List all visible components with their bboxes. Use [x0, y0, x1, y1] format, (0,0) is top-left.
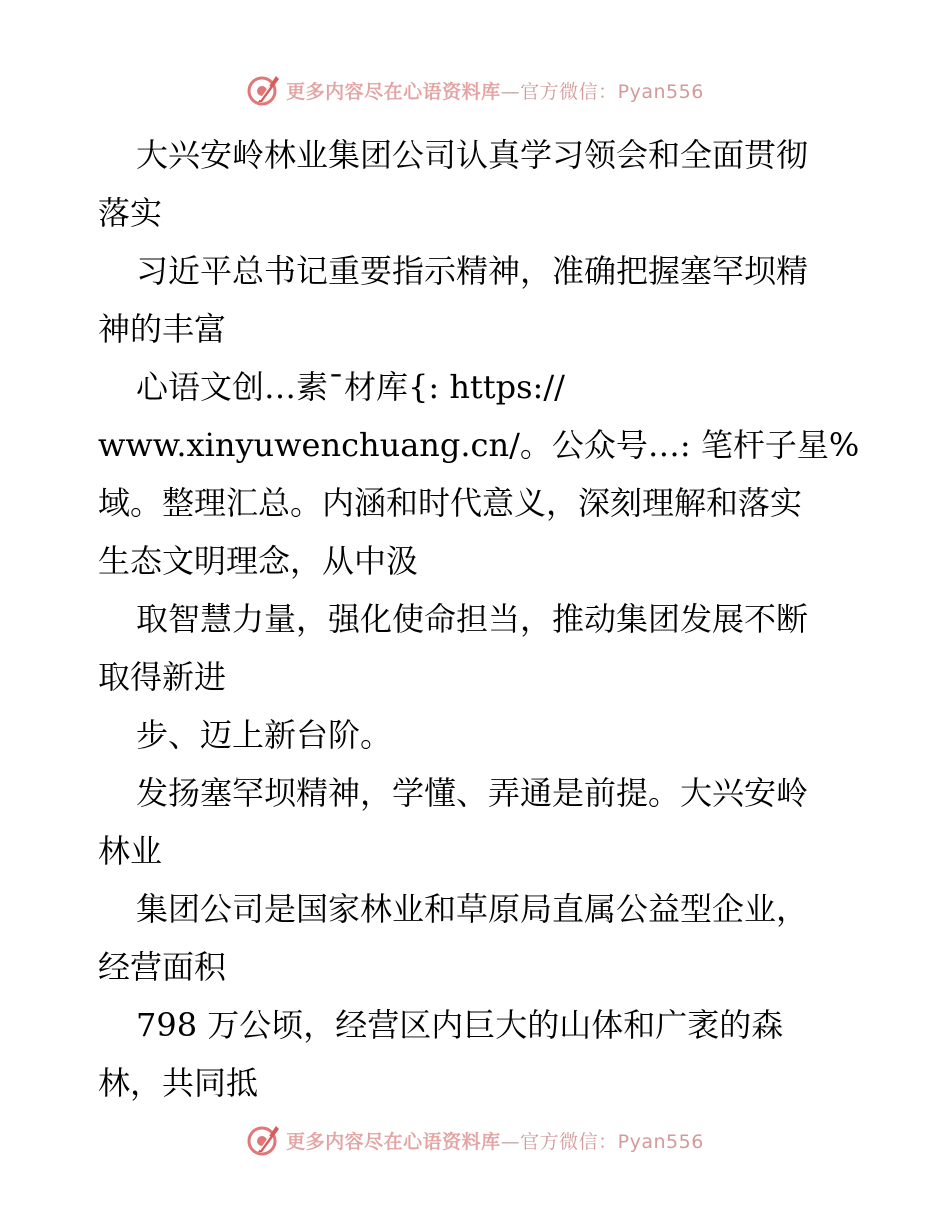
- body-line: 心语文创…素¯材库{: https://: [136, 368, 565, 406]
- watermark-wechat-text: 官方微信：Pyan556: [520, 1130, 704, 1153]
- body-line: 域。整理汇总。内涵和时代意义，深刻理解和落实: [98, 484, 803, 522]
- watermark-text: [286, 77, 704, 104]
- watermark-separator: —: [500, 80, 521, 103]
- body-line: 798 万公顷，经营区内巨大的山体和广袤的森: [136, 1006, 784, 1044]
- document-body: [98, 126, 858, 1112]
- body-line: 大兴安岭林业集团公司认真学习领会和全面贯彻: [136, 136, 809, 174]
- header-watermark-banner: [0, 70, 950, 110]
- body-line: 林业: [98, 832, 163, 870]
- body-line: 习近平总书记重要指示精神，准确把握塞罕坝精: [136, 252, 809, 290]
- watermark-main-text: 更多内容尽在心语资料库: [286, 80, 501, 103]
- body-line: 集团公司是国家林业和草原局直属公益型企业，: [136, 890, 809, 928]
- footer-watermark-banner: [0, 1120, 950, 1160]
- body-line: 神的丰富: [98, 310, 227, 348]
- quill-pen-logo-icon: [246, 1122, 282, 1158]
- body-line: 取智慧力量，强化使命担当，推动集团发展不断: [136, 600, 809, 638]
- watermark-separator: —: [500, 1130, 521, 1153]
- watermark-wechat-text: 官方微信：Pyan556: [520, 80, 704, 103]
- body-line: 取得新进: [98, 658, 227, 696]
- quill-pen-logo-icon: [246, 72, 282, 108]
- body-line: 经营面积: [98, 948, 227, 986]
- body-line: 落实: [98, 194, 163, 232]
- body-line: 生态文明理念，从中汲: [98, 542, 419, 580]
- body-line: 发扬塞罕坝精神，学懂、弄通是前提。大兴安岭: [136, 774, 809, 812]
- body-line: 步、迈上新台阶。: [136, 716, 393, 754]
- watermark-main-text: 更多内容尽在心语资料库: [286, 1130, 501, 1153]
- watermark-text: [286, 1127, 704, 1154]
- body-line: 林，共同抵: [98, 1064, 259, 1102]
- body-line: www.xinyuwenchuang.cn/。公众号…: 笔杆子星%: [98, 426, 860, 464]
